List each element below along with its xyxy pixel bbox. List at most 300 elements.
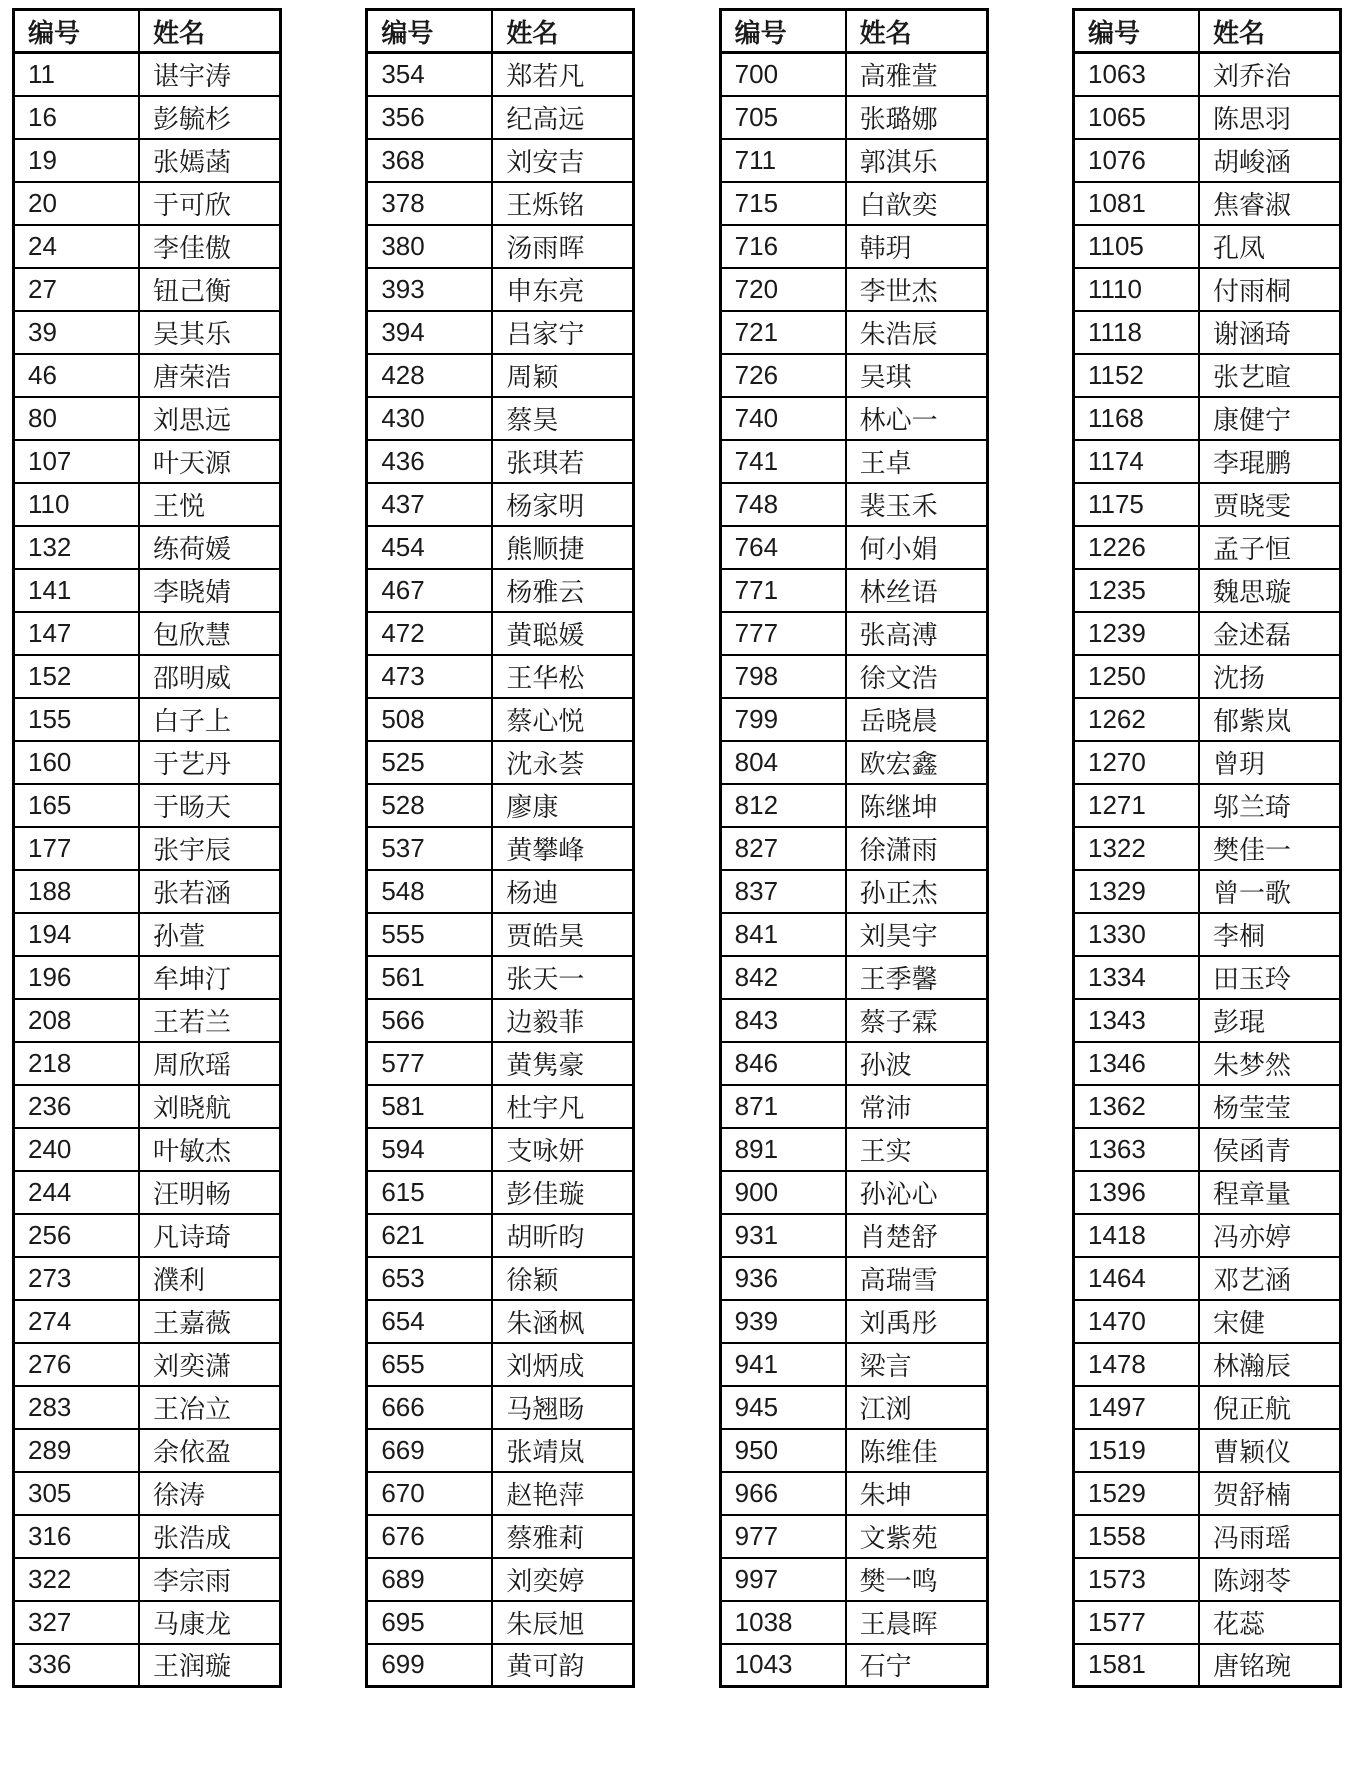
table-row <box>14 526 281 569</box>
table-row <box>367 784 634 827</box>
id-cell: 1581 <box>1073 1644 1198 1687</box>
name-cell: 汤雨晖 <box>492 225 634 268</box>
column-header-id: 编号 <box>14 10 139 53</box>
table-row <box>720 999 987 1042</box>
name-cell: 彭佳璇 <box>492 1171 634 1214</box>
name-cell: 曹颖仪 <box>1199 1429 1341 1472</box>
table-row <box>14 1085 281 1128</box>
name-cell: 孟子恒 <box>1199 526 1341 569</box>
name-cell: 蔡心悦 <box>492 698 634 741</box>
id-cell: 274 <box>14 1300 139 1343</box>
table-row <box>720 1214 987 1257</box>
column-header-id: 编号 <box>1073 10 1198 53</box>
name-cell: 曾玥 <box>1199 741 1341 784</box>
id-cell: 670 <box>367 1472 492 1515</box>
name-cell: 陈继坤 <box>846 784 988 827</box>
table-row <box>14 182 281 225</box>
id-cell: 548 <box>367 870 492 913</box>
table-row <box>14 268 281 311</box>
name-cell: 樊佳一 <box>1199 827 1341 870</box>
table-row <box>367 483 634 526</box>
name-cell: 金述磊 <box>1199 612 1341 655</box>
id-cell: 188 <box>14 870 139 913</box>
id-cell: 1270 <box>1073 741 1198 784</box>
name-cell: 胡昕昀 <box>492 1214 634 1257</box>
id-cell: 1262 <box>1073 698 1198 741</box>
id-cell: 561 <box>367 956 492 999</box>
table-row <box>1073 1214 1340 1257</box>
table-row <box>367 1085 634 1128</box>
name-cell: 杨家明 <box>492 483 634 526</box>
table-row <box>1073 96 1340 139</box>
id-cell: 283 <box>14 1386 139 1429</box>
id-cell: 945 <box>720 1386 845 1429</box>
name-cell: 程章量 <box>1199 1171 1341 1214</box>
name-cell: 徐潇雨 <box>846 827 988 870</box>
name-cell: 韩玥 <box>846 225 988 268</box>
name-cell: 何小娟 <box>846 526 988 569</box>
table-row <box>1073 1515 1340 1558</box>
table-row <box>1073 1343 1340 1386</box>
id-cell: 1558 <box>1073 1515 1198 1558</box>
name-cell: 刘奕潇 <box>139 1343 281 1386</box>
id-cell: 720 <box>720 268 845 311</box>
name-cell: 张靖岚 <box>492 1429 634 1472</box>
id-cell: 669 <box>367 1429 492 1472</box>
id-cell: 846 <box>720 1042 845 1085</box>
name-cell: 周颖 <box>492 354 634 397</box>
table-row <box>720 827 987 870</box>
table-row <box>367 1472 634 1515</box>
id-cell: 165 <box>14 784 139 827</box>
id-cell: 653 <box>367 1257 492 1300</box>
name-cell: 叶天源 <box>139 440 281 483</box>
id-cell: 689 <box>367 1558 492 1601</box>
name-cell: 朱涵枫 <box>492 1300 634 1343</box>
table-row <box>367 440 634 483</box>
name-cell: 张嫣菡 <box>139 139 281 182</box>
id-cell: 741 <box>720 440 845 483</box>
name-cell: 林丝语 <box>846 569 988 612</box>
table-row <box>367 311 634 354</box>
name-cell: 王实 <box>846 1128 988 1171</box>
table-row <box>14 139 281 182</box>
table-row <box>720 268 987 311</box>
name-cell: 蔡子霖 <box>846 999 988 1042</box>
table-row <box>720 354 987 397</box>
name-cell: 蔡雅莉 <box>492 1515 634 1558</box>
id-cell: 1174 <box>1073 440 1198 483</box>
id-cell: 147 <box>14 612 139 655</box>
id-cell: 676 <box>367 1515 492 1558</box>
name-cell: 纪高远 <box>492 96 634 139</box>
name-cell: 张璐娜 <box>846 96 988 139</box>
name-cell: 曾一歌 <box>1199 870 1341 913</box>
name-cell: 石宁 <box>846 1644 988 1687</box>
name-cell: 汪明畅 <box>139 1171 281 1214</box>
table-row <box>14 1472 281 1515</box>
table-row <box>367 1042 634 1085</box>
name-cell: 田玉玲 <box>1199 956 1341 999</box>
id-cell: 1118 <box>1073 311 1198 354</box>
table-row <box>1073 397 1340 440</box>
id-cell: 581 <box>367 1085 492 1128</box>
name-cell: 贺舒楠 <box>1199 1472 1341 1515</box>
table-row <box>720 1171 987 1214</box>
table-row <box>1073 1257 1340 1300</box>
name-cell: 凡诗琦 <box>139 1214 281 1257</box>
table-row <box>367 96 634 139</box>
table-row <box>720 1558 987 1601</box>
name-cell: 刘晓航 <box>139 1085 281 1128</box>
id-cell: 1076 <box>1073 139 1198 182</box>
table-row <box>14 655 281 698</box>
name-cell: 吴其乐 <box>139 311 281 354</box>
name-cell: 刘炳成 <box>492 1343 634 1386</box>
name-cell: 常沛 <box>846 1085 988 1128</box>
id-cell: 273 <box>14 1257 139 1300</box>
name-cell: 杨雅云 <box>492 569 634 612</box>
name-cell: 刘安吉 <box>492 139 634 182</box>
id-cell: 1239 <box>1073 612 1198 655</box>
id-cell: 1396 <box>1073 1171 1198 1214</box>
id-cell: 1175 <box>1073 483 1198 526</box>
name-cell: 魏思璇 <box>1199 569 1341 612</box>
name-cell: 谢涵琦 <box>1199 311 1341 354</box>
table-row <box>720 569 987 612</box>
id-cell: 1577 <box>1073 1601 1198 1644</box>
table-row <box>14 1386 281 1429</box>
table-row <box>367 182 634 225</box>
name-cell: 花蕊 <box>1199 1601 1341 1644</box>
id-cell: 322 <box>14 1558 139 1601</box>
id-cell: 1346 <box>1073 1042 1198 1085</box>
name-cell: 杜宇凡 <box>492 1085 634 1128</box>
name-cell: 熊顺捷 <box>492 526 634 569</box>
id-cell: 394 <box>367 311 492 354</box>
name-cell: 杨迪 <box>492 870 634 913</box>
id-cell: 699 <box>367 1644 492 1687</box>
id-cell: 939 <box>720 1300 845 1343</box>
name-cell: 李琨鹏 <box>1199 440 1341 483</box>
id-cell: 177 <box>14 827 139 870</box>
id-cell: 715 <box>720 182 845 225</box>
table-row <box>367 397 634 440</box>
table-row <box>1073 225 1340 268</box>
table-row <box>720 956 987 999</box>
id-cell: 655 <box>367 1343 492 1386</box>
name-cell: 谌宇涛 <box>139 53 281 96</box>
id-cell: 777 <box>720 612 845 655</box>
id-cell: 936 <box>720 1257 845 1300</box>
table-row <box>1073 354 1340 397</box>
id-cell: 194 <box>14 913 139 956</box>
name-cell: 钮己衡 <box>139 268 281 311</box>
header-row <box>720 10 987 53</box>
id-cell: 1043 <box>720 1644 845 1687</box>
name-cell: 李世杰 <box>846 268 988 311</box>
table-row <box>367 999 634 1042</box>
id-cell: 428 <box>367 354 492 397</box>
id-cell: 843 <box>720 999 845 1042</box>
name-cell: 张艺暄 <box>1199 354 1341 397</box>
name-cell: 沈扬 <box>1199 655 1341 698</box>
id-cell: 454 <box>367 526 492 569</box>
table-row <box>1073 1472 1340 1515</box>
id-cell: 977 <box>720 1515 845 1558</box>
name-cell: 张高溥 <box>846 612 988 655</box>
id-cell: 436 <box>367 440 492 483</box>
table-row <box>14 1644 281 1687</box>
name-cell: 张天一 <box>492 956 634 999</box>
id-cell: 841 <box>720 913 845 956</box>
name-cell: 付雨桐 <box>1199 268 1341 311</box>
id-cell: 812 <box>720 784 845 827</box>
table-row <box>1073 1042 1340 1085</box>
name-cell: 叶敏杰 <box>139 1128 281 1171</box>
name-cell: 孙萱 <box>139 913 281 956</box>
name-cell: 贾皓昊 <box>492 913 634 956</box>
table-row <box>1073 268 1340 311</box>
table-row <box>1073 526 1340 569</box>
table-row <box>720 1042 987 1085</box>
table-row <box>14 956 281 999</box>
id-cell: 196 <box>14 956 139 999</box>
table-row <box>720 913 987 956</box>
id-cell: 107 <box>14 440 139 483</box>
id-cell: 152 <box>14 655 139 698</box>
id-cell: 327 <box>14 1601 139 1644</box>
name-cell: 郁紫岚 <box>1199 698 1341 741</box>
name-cell: 马康龙 <box>139 1601 281 1644</box>
name-cell: 肖楚舒 <box>846 1214 988 1257</box>
name-cell: 郑若凡 <box>492 53 634 96</box>
id-cell: 695 <box>367 1601 492 1644</box>
table-row <box>367 827 634 870</box>
id-cell: 621 <box>367 1214 492 1257</box>
id-cell: 1110 <box>1073 268 1198 311</box>
table-row <box>14 225 281 268</box>
name-cell: 包欣慧 <box>139 612 281 655</box>
id-cell: 378 <box>367 182 492 225</box>
name-cell: 徐涛 <box>139 1472 281 1515</box>
id-cell: 46 <box>14 354 139 397</box>
table-row <box>14 569 281 612</box>
id-cell: 966 <box>720 1472 845 1515</box>
name-cell: 刘昊宇 <box>846 913 988 956</box>
name-cell: 于艺丹 <box>139 741 281 784</box>
name-cell: 唐铭琬 <box>1199 1644 1341 1687</box>
table-row <box>720 741 987 784</box>
table-row <box>367 225 634 268</box>
id-cell: 1063 <box>1073 53 1198 96</box>
name-cell: 黄可韵 <box>492 1644 634 1687</box>
id-cell: 900 <box>720 1171 845 1214</box>
name-cell: 唐荣浩 <box>139 354 281 397</box>
id-cell: 1573 <box>1073 1558 1198 1601</box>
table-row <box>720 53 987 96</box>
id-cell: 1081 <box>1073 182 1198 225</box>
name-cell: 文紫苑 <box>846 1515 988 1558</box>
name-cell: 王卓 <box>846 440 988 483</box>
name-cell: 蔡昊 <box>492 397 634 440</box>
table-row <box>367 1558 634 1601</box>
table-row <box>720 526 987 569</box>
id-cell: 666 <box>367 1386 492 1429</box>
id-cell: 891 <box>720 1128 845 1171</box>
id-cell: 1363 <box>1073 1128 1198 1171</box>
id-cell: 842 <box>720 956 845 999</box>
id-cell: 721 <box>720 311 845 354</box>
name-cell: 于旸天 <box>139 784 281 827</box>
name-cell: 高雅萱 <box>846 53 988 96</box>
table-row <box>1073 956 1340 999</box>
table-row <box>14 1042 281 1085</box>
id-cell: 1418 <box>1073 1214 1198 1257</box>
id-cell: 804 <box>720 741 845 784</box>
id-cell: 473 <box>367 655 492 698</box>
id-cell: 508 <box>367 698 492 741</box>
table-row <box>720 1644 987 1687</box>
table-row <box>720 225 987 268</box>
name-cell: 王若兰 <box>139 999 281 1042</box>
id-cell: 27 <box>14 268 139 311</box>
id-cell: 537 <box>367 827 492 870</box>
table-row <box>367 53 634 96</box>
name-cell: 陈维佳 <box>846 1429 988 1472</box>
id-cell: 1271 <box>1073 784 1198 827</box>
table-row <box>720 96 987 139</box>
name-cell: 胡峻涵 <box>1199 139 1341 182</box>
name-cell: 孙波 <box>846 1042 988 1085</box>
table-row <box>14 1429 281 1472</box>
id-cell: 1343 <box>1073 999 1198 1042</box>
name-cell: 林心一 <box>846 397 988 440</box>
name-cell: 马翘旸 <box>492 1386 634 1429</box>
table-row <box>720 311 987 354</box>
table-row <box>14 483 281 526</box>
name-cell: 焦睿淑 <box>1199 182 1341 225</box>
table-row <box>720 655 987 698</box>
name-cell: 张浩成 <box>139 1515 281 1558</box>
name-cell: 王冶立 <box>139 1386 281 1429</box>
id-cell: 437 <box>367 483 492 526</box>
id-cell: 16 <box>14 96 139 139</box>
table-row <box>14 1343 281 1386</box>
name-cell: 朱浩辰 <box>846 311 988 354</box>
id-cell: 827 <box>720 827 845 870</box>
name-cell: 张若涵 <box>139 870 281 913</box>
table-row <box>14 612 281 655</box>
name-cell: 贾晓雯 <box>1199 483 1341 526</box>
table-row <box>14 1601 281 1644</box>
name-cell: 朱梦然 <box>1199 1042 1341 1085</box>
id-cell: 368 <box>367 139 492 182</box>
name-cell: 徐文浩 <box>846 655 988 698</box>
column-header-name: 姓名 <box>1199 10 1341 53</box>
id-cell: 1152 <box>1073 354 1198 397</box>
id-cell: 393 <box>367 268 492 311</box>
name-cell: 王烁铭 <box>492 182 634 225</box>
name-cell: 冯雨瑶 <box>1199 1515 1341 1558</box>
table-row <box>367 698 634 741</box>
id-cell: 218 <box>14 1042 139 1085</box>
id-cell: 1235 <box>1073 569 1198 612</box>
name-cell: 裴玉禾 <box>846 483 988 526</box>
id-cell: 1038 <box>720 1601 845 1644</box>
table-row <box>14 698 281 741</box>
name-cell: 赵艳萍 <box>492 1472 634 1515</box>
name-cell: 廖康 <box>492 784 634 827</box>
id-cell: 1334 <box>1073 956 1198 999</box>
name-cell: 边毅菲 <box>492 999 634 1042</box>
id-cell: 256 <box>14 1214 139 1257</box>
name-cell: 邬兰琦 <box>1199 784 1341 827</box>
name-cell: 彭琨 <box>1199 999 1341 1042</box>
table-row <box>1073 1386 1340 1429</box>
roster-table-4 <box>1072 8 1342 1688</box>
name-cell: 沈永荟 <box>492 741 634 784</box>
id-cell: 132 <box>14 526 139 569</box>
table-row <box>720 440 987 483</box>
table-row <box>1073 612 1340 655</box>
table-row <box>367 655 634 698</box>
table-row <box>367 1386 634 1429</box>
roster-table-1 <box>12 8 282 1688</box>
table-row <box>720 1472 987 1515</box>
table-row <box>720 698 987 741</box>
id-cell: 528 <box>367 784 492 827</box>
id-cell: 20 <box>14 182 139 225</box>
table-row <box>1073 784 1340 827</box>
name-cell: 朱坤 <box>846 1472 988 1515</box>
name-cell: 周欣瑶 <box>139 1042 281 1085</box>
name-cell: 冯亦婷 <box>1199 1214 1341 1257</box>
column-header-name: 姓名 <box>846 10 988 53</box>
table-row <box>720 483 987 526</box>
name-cell: 余依盈 <box>139 1429 281 1472</box>
id-cell: 716 <box>720 225 845 268</box>
table-row <box>367 741 634 784</box>
table-row <box>720 1386 987 1429</box>
name-cell: 申东亮 <box>492 268 634 311</box>
table-row <box>367 1644 634 1687</box>
name-cell: 支咏妍 <box>492 1128 634 1171</box>
table-row <box>720 397 987 440</box>
name-cell: 陈翊苓 <box>1199 1558 1341 1601</box>
table-row <box>1073 569 1340 612</box>
table-row <box>1073 741 1340 784</box>
table-row <box>14 96 281 139</box>
id-cell: 305 <box>14 1472 139 1515</box>
table-row <box>14 1558 281 1601</box>
column-header-name: 姓名 <box>139 10 281 53</box>
name-cell: 刘乔治 <box>1199 53 1341 96</box>
table-row <box>720 1343 987 1386</box>
name-cell: 王悦 <box>139 483 281 526</box>
id-cell: 705 <box>720 96 845 139</box>
table-row <box>367 1343 634 1386</box>
name-cell: 宋健 <box>1199 1300 1341 1343</box>
name-cell: 朱辰旭 <box>492 1601 634 1644</box>
table-row <box>720 612 987 655</box>
id-cell: 1478 <box>1073 1343 1198 1386</box>
id-cell: 155 <box>14 698 139 741</box>
name-cell: 高瑞雪 <box>846 1257 988 1300</box>
table-row <box>1073 1558 1340 1601</box>
name-cell: 李佳傲 <box>139 225 281 268</box>
id-cell: 799 <box>720 698 845 741</box>
